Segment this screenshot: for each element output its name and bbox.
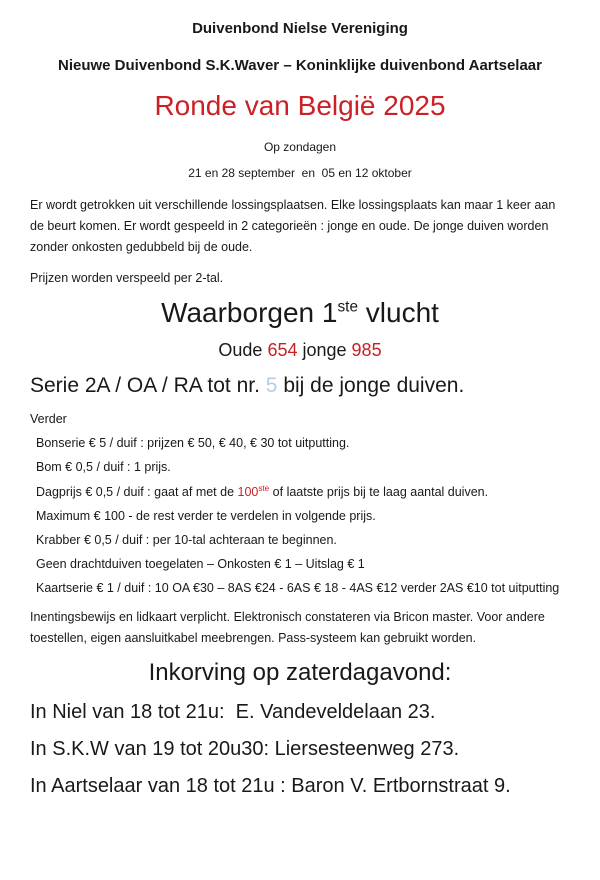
guarantees-heading-prefix: Waarborgen 1 (161, 297, 338, 328)
club-name-line-1: Duivenbond Nielse Vereniging (192, 20, 408, 37)
rule-drachtduiven: Geen drachtduiven toegelaten – Onkosten € 1 – Uitslag € 1 (36, 557, 365, 572)
event-title: Ronde van België 2025 (154, 90, 446, 121)
basketing-location-skw: In S.K.W van 19 tot 20u30: Liersesteenweg 273. (30, 738, 460, 761)
basketing-heading: Inkorving op zaterdagavond: (148, 659, 452, 687)
serie-number: 5 (265, 374, 278, 397)
rule-kaartserie: Kaartserie € 1 / duif : 10 OA €30 – 8AS €24 - 6AS € 18 - 4AS €12 verder 2AS €10 tot uitputting (36, 581, 560, 596)
rules-section-label: Verder (30, 412, 67, 426)
event-dates: 21 en 28 september en 05 en 12 oktober (188, 166, 412, 180)
rule-bom: Bom € 0,5 / duif : 1 prijs. (36, 460, 171, 474)
equipment-note: Inentingsbewijs en lidkaart verplicht. Elektronisch constateren via Bricon master. Voor andere toestellen, eigen aansluitkabel meebrengen. Pass-systeem kan gebruikt worden. (30, 610, 545, 646)
club-name-line-2: Nieuwe Duivenbond S.K.Waver – Koninklijke duivenbond Aartselaar (58, 57, 542, 74)
guarantees-heading-ordinal: ste (337, 298, 358, 316)
guarantees-heading (30, 297, 570, 329)
rule-dagprijs-number: 100 (237, 485, 259, 500)
serie-suffix: bij de jonge duiven. (277, 374, 465, 397)
guarantee-counts-line (30, 340, 570, 361)
rule-krabber: Krabber € 0,5 / duif : per 10-tal achteraan te beginnen. (36, 533, 337, 548)
old-birds-count: 654 (267, 340, 298, 360)
young-birds-label: jonge (297, 340, 352, 360)
old-birds-label: Oude (218, 340, 268, 360)
prizes-note: Prijzen worden verspeeld per 2-tal. (30, 271, 224, 285)
basketing-location-niel: In Niel van 18 tot 21u: E. Vandeveldelaan 23. (30, 701, 436, 724)
young-birds-count: 985 (351, 340, 382, 360)
intro-paragraph: Er wordt getrokken uit verschillende lossingsplaatsen. Elke lossingsplaats kan maar 1 keer aan de beurt komen. Er wordt gespeeld in 2 categorieën : jonge en oude. De jonge duiven worden zonder onkosten gedubbeld bij de oude. (30, 198, 556, 254)
serie-line (30, 374, 570, 398)
rule-bonserie: Bonserie € 5 / duif : prijzen € 50, € 40, € 30 tot uitputting. (36, 436, 350, 450)
guarantees-heading-suffix: vlucht (358, 297, 439, 328)
rule-maximum: Maximum € 100 - de rest verder te verdelen in volgende prijs. (36, 509, 376, 524)
serie-prefix: Serie 2A / OA / RA tot nr. (30, 374, 266, 397)
basketing-location-aartselaar: In Aartselaar van 18 tot 21u : Baron V. Ertbornstraat 9. (30, 775, 511, 798)
event-days-label: Op zondagen (263, 140, 337, 154)
rule-dagprijs-ordinal: ste (258, 484, 270, 493)
rule-dagprijs-suffix: of laatste prijs bij te laag aantal duiven. (269, 485, 489, 500)
rule-dagprijs (30, 484, 570, 499)
rule-dagprijs-prefix: Dagprijs € 0,5 / duif : gaat af met de (36, 485, 238, 500)
